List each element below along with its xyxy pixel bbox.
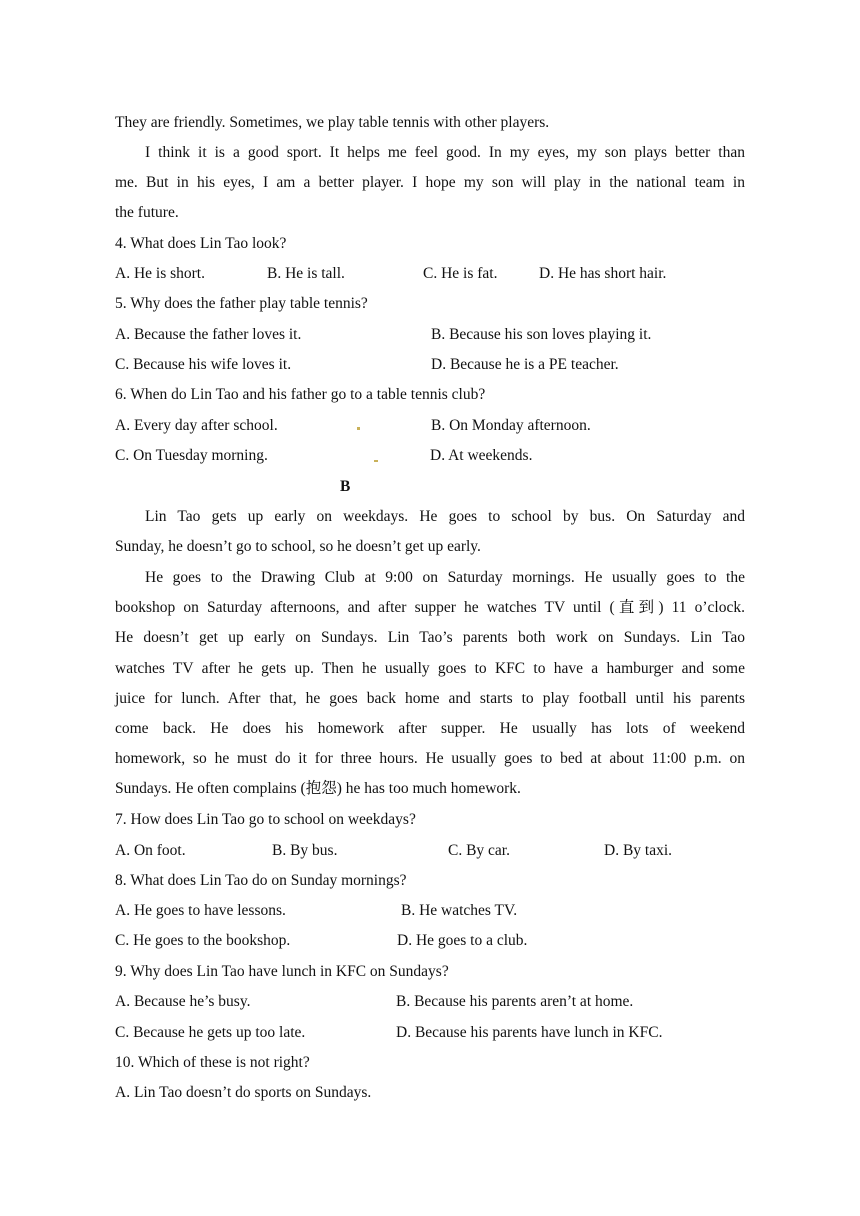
option-a: A. Because he’s busy. [115,993,251,1010]
question-options-row [115,896,745,926]
passage-b-paragraph-line: Sunday, he doesn’t go to school, so he doesn’t get up early. [115,538,481,555]
question-options-row [115,320,745,350]
option-d: D. By taxi. [604,842,673,859]
passage-b-paragraph-line: Sundays. He often complains (抱怨) he has too much homework. [115,780,521,797]
passage-b-paragraph-line: homework, so he must do it for three hours. He usually goes to bed at about 11:00 p.m. on [115,750,745,767]
question-stem: 8. What does Lin Tao do on Sunday mornings? [115,872,407,889]
question-stem: 10. Which of these is not right? [115,1054,310,1071]
question-stem: 4. What does Lin Tao look? [115,235,287,252]
option-b: B. By bus. [272,842,338,859]
question-stem: 5. Why does the father play table tennis? [115,295,368,312]
question-options-row [115,350,745,380]
option-b: B. On Monday afternoon. [431,417,591,434]
option-c: C. By car. [448,842,510,859]
passage-a-paragraph-line: the future. [115,204,179,221]
option-a: A. He is short. [115,265,205,282]
passage-b-paragraph-line: He goes to the Drawing Club at 9:00 on Saturday mornings. He usually goes to the [145,569,745,586]
question-stem: 9. Why does Lin Tao have lunch in KFC on Sundays? [115,963,449,980]
passage-b-paragraph-line: bookshop on Saturday afternoons, and after supper he watches TV until (直到) 11 o’clock. [115,599,745,616]
passage-b-paragraph-line: come back. He does his homework after supper. He usually has lots of weekend [115,720,745,737]
passage-b-paragraph-line: watches TV after he gets up. Then he usually goes to KFC to have a hamburger and some [115,660,745,677]
option-b: B. He watches TV. [401,902,518,919]
option-c: C. On Tuesday morning. [115,447,268,464]
option-a: A. Lin Tao doesn’t do sports on Sundays. [115,1084,372,1101]
question-options-row [115,411,745,441]
section-heading: B [340,478,351,495]
option-c: C. He goes to the bookshop. [115,932,291,949]
question-options-row [115,1078,745,1108]
option-b: B. Because his son loves playing it. [431,326,652,343]
passage-a-paragraph-line: me. But in his eyes, I am a better player. I hope my son will play in the national team in [115,174,745,191]
option-a: A. Every day after school. [115,417,278,434]
question-stem: 7. How does Lin Tao go to school on weekdays? [115,811,416,828]
passage-b-paragraph-line: juice for lunch. After that, he goes back home and starts to play football until his parents [115,690,745,707]
passage-a-paragraph-line: I think it is a good sport. It helps me feel good. In my eyes, my son plays better than [145,144,745,161]
option-d: D. At weekends. [430,447,533,464]
option-d: D. Because his parents have lunch in KFC. [396,1024,663,1041]
option-d: D. He goes to a club. [397,932,528,949]
option-c: C. He is fat. [423,265,498,282]
option-a: A. On foot. [115,842,186,859]
option-c: C. Because he gets up too late. [115,1024,306,1041]
scan-speck [357,427,360,430]
question-options-row [115,926,745,956]
passage-b-paragraph-line: Lin Tao gets up early on weekdays. He goes to school by bus. On Saturday and [145,508,745,525]
option-d: D. Because he is a PE teacher. [431,356,619,373]
option-d: D. He has short hair. [539,265,667,282]
question-options-row [115,836,745,866]
question-stem: 6. When do Lin Tao and his father go to a table tennis club? [115,386,486,403]
question-options-row [115,1018,745,1048]
option-b: B. He is tall. [267,265,345,282]
option-b: B. Because his parents aren’t at home. [396,993,634,1010]
option-a: A. He goes to have lessons. [115,902,286,919]
question-options-row [115,987,745,1017]
option-a: A. Because the father loves it. [115,326,302,343]
passage-a-paragraph-end: They are friendly. Sometimes, we play table tennis with other players. [115,114,550,131]
passage-b-paragraph-line: He doesn’t get up early on Sundays. Lin Tao’s parents both work on Sundays. Lin Tao [115,629,745,646]
option-c: C. Because his wife loves it. [115,356,292,373]
question-options-row [115,441,745,471]
scan-speck [374,460,378,462]
question-options-row [115,259,745,289]
